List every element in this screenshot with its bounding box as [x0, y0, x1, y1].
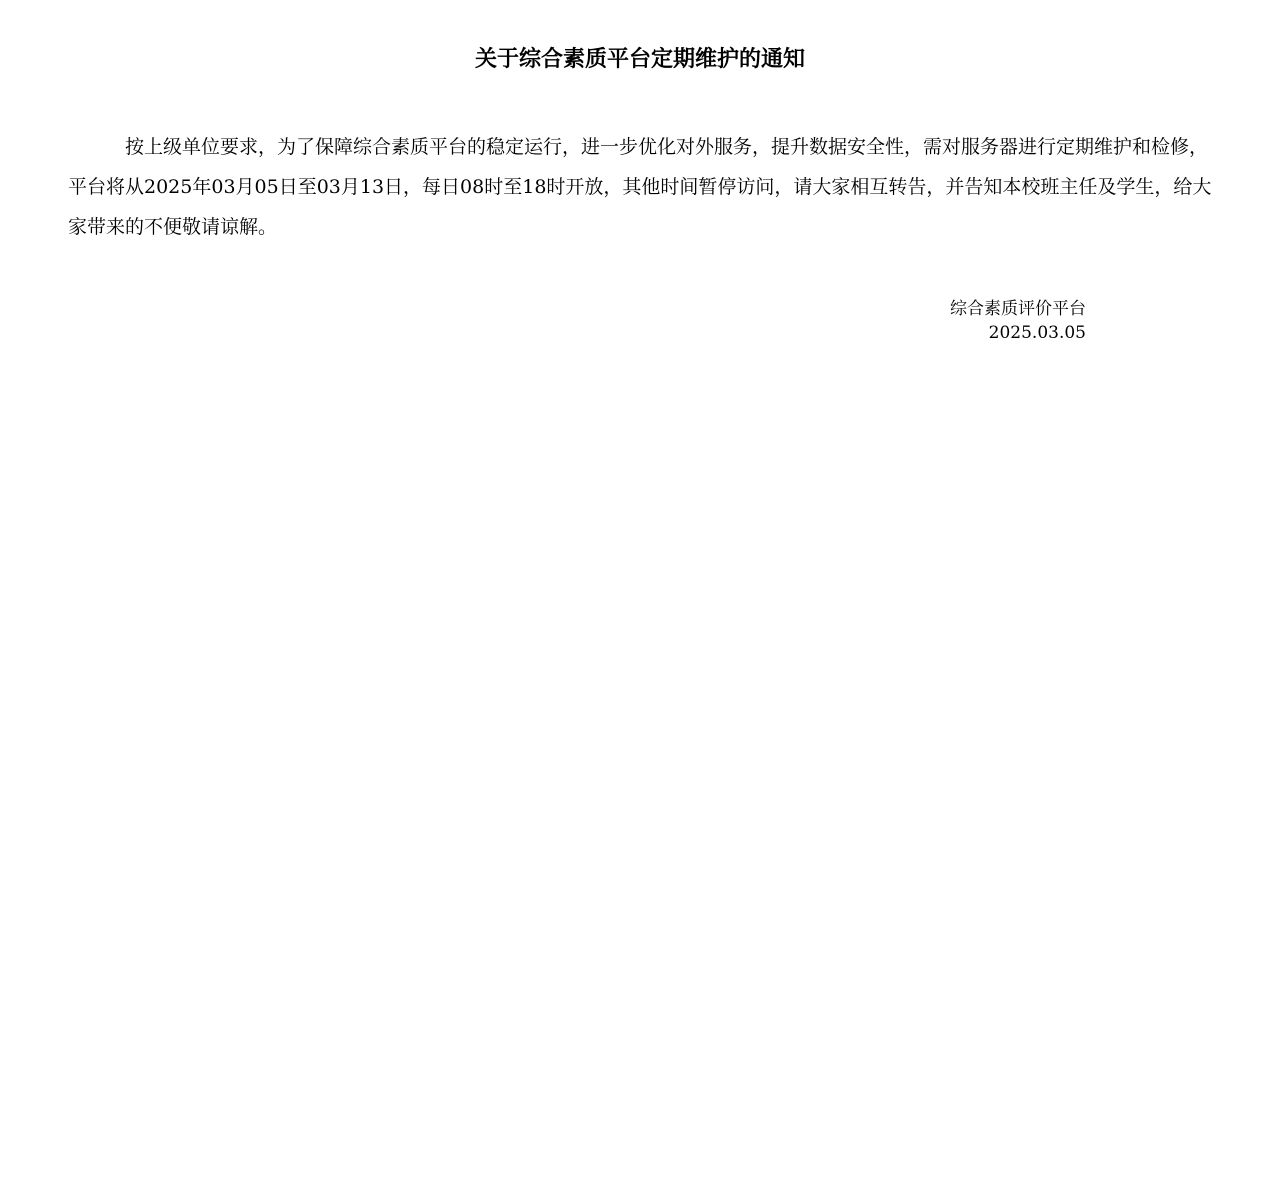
- notice-title: 关于综合素质平台定期维护的通知: [474, 47, 805, 72]
- signature-organization: 综合素质评价平台: [950, 299, 1086, 319]
- notice-signature: [800, 297, 1086, 345]
- notice-body: 按上级单位要求，为了保障综合素质平台的稳定运行，进一步优化对外服务，提升数据安全性，需对服务器进行定期维护和检修，平台将从2025年03月05日至03月13日，每日08时至18时开放，其他时间暂停访问，请大家相互转告，并告知本校班主任及学生，给大家带来的不便敬请谅解。: [68, 136, 1212, 238]
- signature-date: 2025.03.05: [988, 323, 1086, 343]
